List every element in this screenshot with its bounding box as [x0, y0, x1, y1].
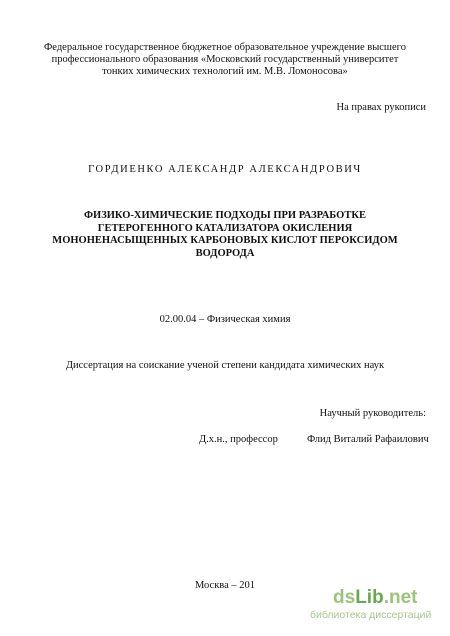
advisor-title: Д.х.н., профессор [199, 434, 278, 445]
watermark-subtitle: библиотека диссертаций [310, 609, 432, 621]
dissertation-title [0, 210, 450, 260]
title-line-3: МОНОНЕНАСЫЩЕННЫХ КАРБОНОВЫХ КИСЛОТ ПЕРОКСИДОМ [52, 235, 398, 246]
advisor-name: Флид Виталий Рафаилович [307, 434, 429, 445]
logo-lib: Lib [355, 587, 384, 608]
dslib-watermark [302, 587, 442, 627]
title-line-1: ФИЗИКО-ХИМИЧЕСКИЕ ПОДХОДЫ ПРИ РАЗРАБОТКЕ [84, 210, 366, 221]
logo-net: .net [383, 587, 418, 608]
logo-ds: ds [333, 587, 356, 608]
institution-block [0, 42, 450, 78]
institution-line-3: тонких химических технологий им. М.В. Ломоносова» [102, 66, 348, 77]
institution-line-2: профессионального образования «Московский государственный университет [51, 54, 399, 65]
author-name: ГОРДИЕНКО АЛЕКСАНДР АЛЕКСАНДРОВИЧ [88, 164, 362, 175]
specialty-code: 02.00.04 – Физическая химия [159, 314, 291, 325]
city-year: Москва – 201 [194, 580, 256, 591]
dslib-logo [333, 587, 417, 609]
title-line-4: ВОДОРОДА [195, 247, 255, 259]
institution-line-1: Федеральное государственное бюджетное образовательное учреждение высшего [44, 42, 406, 53]
title-line-2: ГЕТЕРОГЕННОГО КАТАЛИЗАТОРА ОКИСЛЕНИЯ [97, 222, 353, 234]
manuscript-rights-note: На правах рукописи [336, 102, 426, 113]
advisor-label: Научный руководитель: [319, 408, 426, 419]
degree-statement: Диссертация на соискание ученой степени кандидата химических наук [65, 360, 385, 371]
